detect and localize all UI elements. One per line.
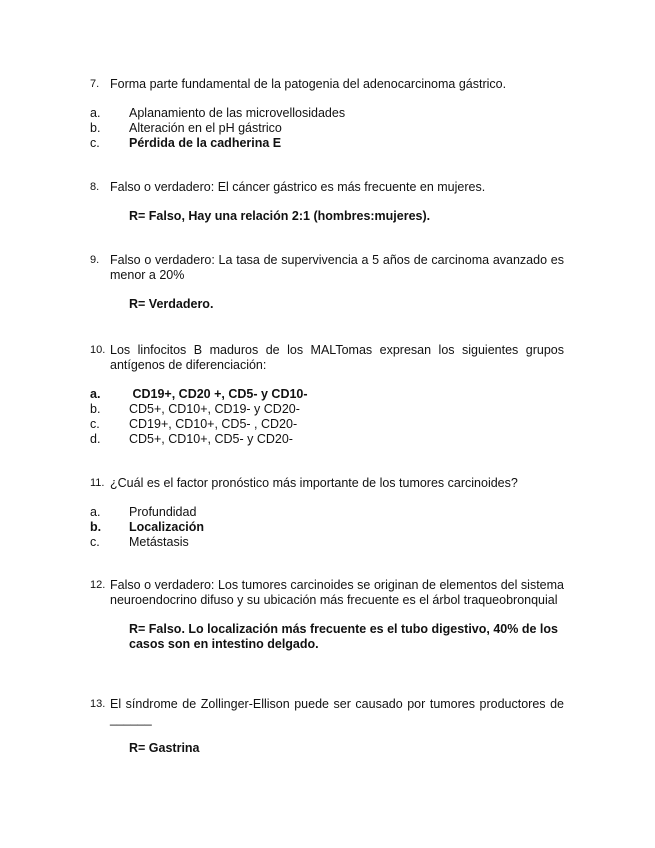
option-text: Metástasis [129, 535, 189, 549]
option-b-correct [90, 520, 564, 535]
question-12 [90, 578, 564, 652]
option-letter: a. [90, 505, 101, 519]
answer-text: R= Falso, Hay una relación 2:1 (hombres:mujeres). [129, 209, 431, 223]
answer-text: R= Falso. Lo localización más frecuente es el tubo digestivo, 40% de los casos son en intestino delgado. [129, 622, 558, 651]
question-number: 13. [90, 698, 106, 710]
option-text: CD5+, CD10+, CD5- y CD20- [129, 432, 293, 446]
question-11 [90, 476, 564, 550]
answer-text: R= Verdadero. [129, 297, 214, 311]
question-13 [90, 697, 564, 756]
option-letter: c. [90, 535, 100, 549]
question-text: ¿Cuál es el factor pronóstico más importante de los tumores carcinoides? [110, 476, 518, 490]
question-number: 12. [90, 579, 106, 591]
question-number: 11. [90, 477, 105, 489]
question-text: Falso o verdadero: La tasa de supervivencia a 5 años de carcinoma avanzado es menor a 20% [110, 253, 564, 282]
option-letter: a. [90, 106, 101, 120]
question-8 [90, 180, 564, 224]
option-d [90, 432, 564, 447]
option-text: Pérdida de la cadherina E [129, 136, 282, 150]
option-text: Alteración en el pH gástrico [129, 121, 282, 135]
option-text: CD19+, CD20 +, CD5- y CD10- [129, 387, 308, 401]
answer-text: R= Gastrina [129, 741, 200, 755]
option-c-correct [90, 136, 564, 151]
question-number: 10. [90, 344, 106, 356]
question-10 [90, 343, 564, 447]
question-text: El síndrome de Zollinger-Ellison puede ser causado por tumores productores de ______ [110, 697, 564, 726]
option-letter: d. [90, 432, 101, 446]
option-letter: b. [90, 121, 101, 135]
question-text: Falso o verdadero: Los tumores carcinoides se originan de elementos del sistema neuroendocrino difuso y su ubicación más frecuente es el árbol traqueobronquial [110, 578, 564, 607]
question-number: 8. [90, 181, 100, 193]
option-b [90, 121, 564, 136]
question-text: Los linfocitos B maduros de los MALTomas expresan los siguientes grupos antígenos de diferenciación: [110, 343, 564, 372]
option-c [90, 535, 564, 550]
option-a [90, 106, 564, 121]
options-list [90, 106, 564, 151]
question-text: Forma parte fundamental de la patogenia del adenocarcinoma gástrico. [110, 77, 507, 91]
options-list [90, 505, 564, 550]
option-letter: b. [90, 402, 101, 416]
option-letter: c. [90, 136, 100, 150]
option-text: CD5+, CD10+, CD19- y CD20- [129, 402, 300, 416]
option-a-correct [90, 387, 564, 402]
options-list [90, 387, 564, 447]
option-text: Aplanamiento de las microvellosidades [129, 106, 346, 120]
question-7 [90, 77, 564, 151]
option-text: Profundidad [129, 505, 197, 519]
option-b [90, 402, 564, 417]
option-a [90, 505, 564, 520]
question-number: 7. [90, 78, 100, 90]
option-letter: a. [90, 387, 101, 401]
option-letter: b. [90, 520, 102, 534]
question-9 [90, 253, 564, 312]
question-number: 9. [90, 254, 100, 266]
option-text: Localización [129, 520, 205, 534]
option-text: CD19+, CD10+, CD5- , CD20- [129, 417, 298, 431]
option-letter: c. [90, 417, 100, 431]
option-c [90, 417, 564, 432]
question-text: Falso o verdadero: El cáncer gástrico es más frecuente en mujeres. [110, 180, 486, 194]
